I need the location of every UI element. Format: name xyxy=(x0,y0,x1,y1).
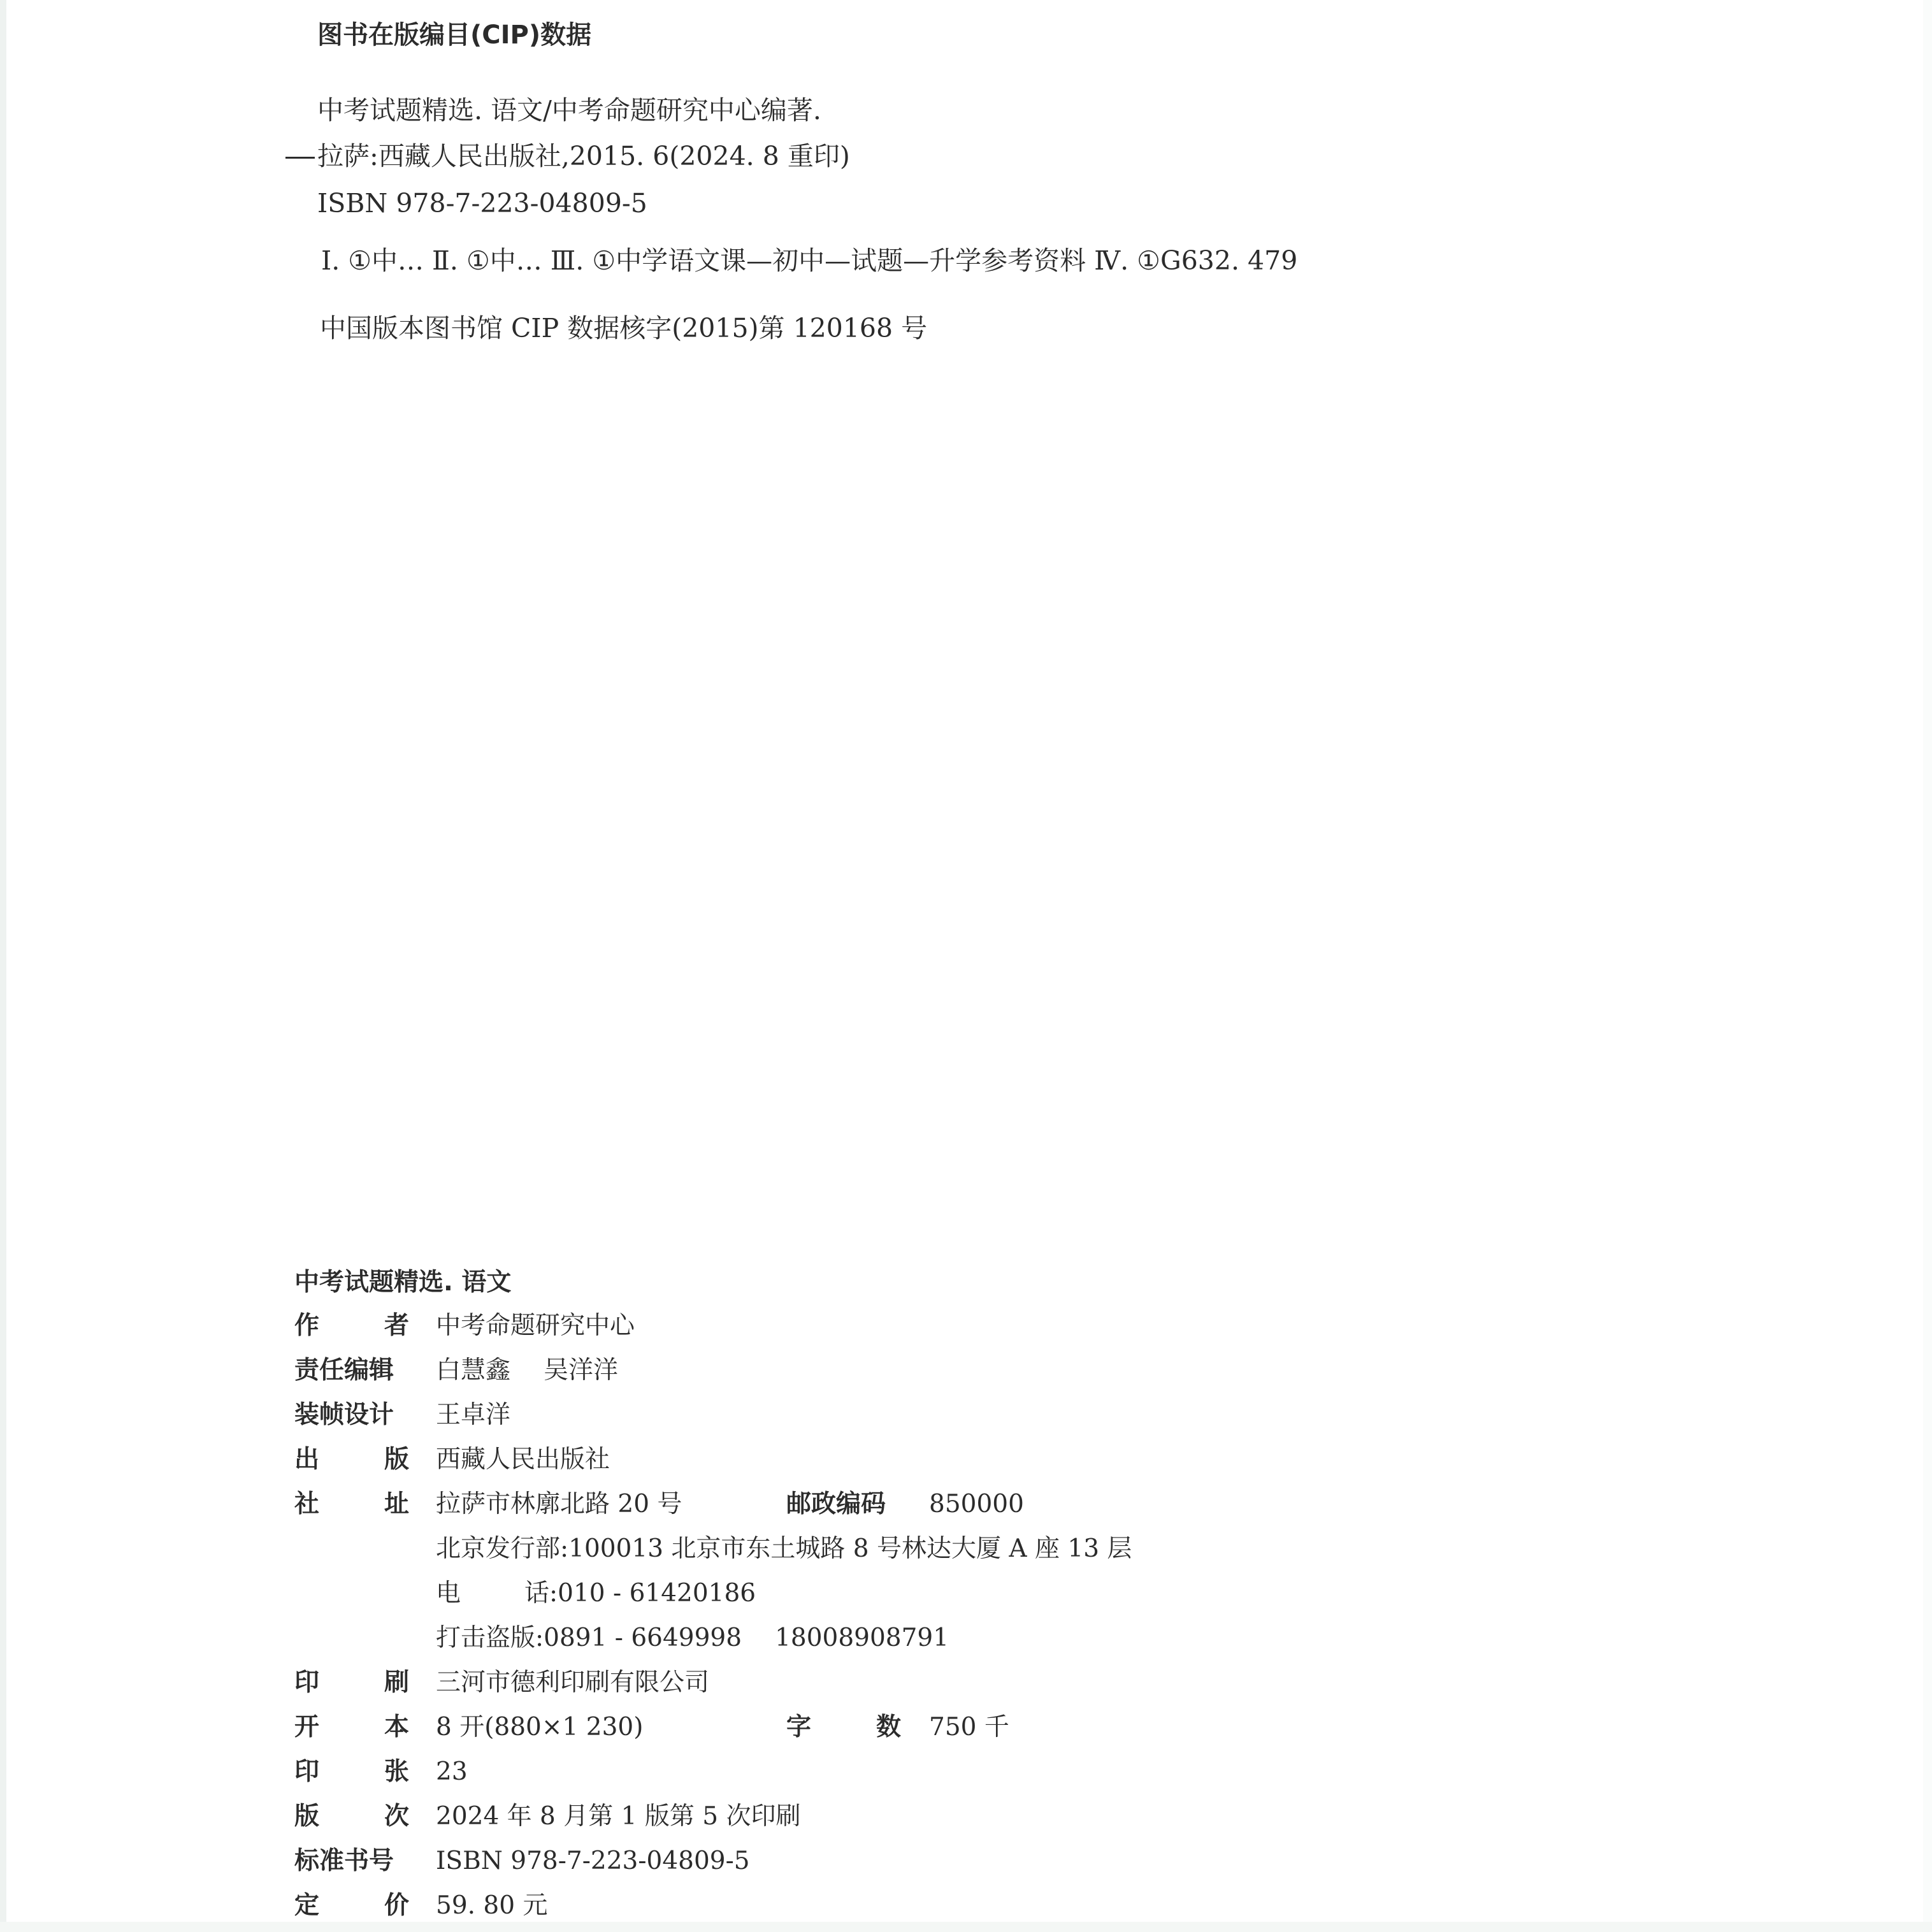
printer-label: 印 刷 xyxy=(294,1668,409,1697)
right-margin-strip xyxy=(1923,0,1932,1932)
publisher-value: 西藏人民出版社 xyxy=(436,1445,610,1474)
editor-value: 白慧鑫 吴洋洋 xyxy=(436,1356,619,1385)
cip-title: 图书在版编目(CIP)数据 xyxy=(317,20,592,50)
price-label: 定 价 xyxy=(294,1891,409,1920)
postcode-value: 850000 xyxy=(929,1490,1024,1518)
edition-label: 版 次 xyxy=(294,1802,409,1831)
cip-line-isbn: ISBN 978-7-223-04809-5 xyxy=(317,188,647,219)
cip-publisher-text: 拉萨:西藏人民出版社,2015. 6(2024. 8 重印) xyxy=(317,141,850,171)
isbn-label: 标准书号 xyxy=(294,1847,394,1875)
designer-label: 装帧设计 xyxy=(294,1401,394,1429)
format-label: 开 本 xyxy=(294,1713,409,1741)
left-margin-strip xyxy=(0,0,6,1932)
author-value: 中考命题研究中心 xyxy=(436,1311,635,1340)
beijing-office: 北京发行部:100013 北京市东土城路 8 号林达大厦 A 座 13 层 xyxy=(436,1534,1132,1563)
designer-value: 王卓洋 xyxy=(436,1401,511,1429)
isbn-value: ISBN 978-7-223-04809-5 xyxy=(436,1847,750,1875)
cip-dash xyxy=(285,140,315,172)
word-count-label: 字 数 xyxy=(786,1713,901,1741)
postcode-label: 邮政编码 xyxy=(786,1490,886,1518)
cip-line-title-author: 中考试题精选. 语文/中考命题研究中心编著. xyxy=(317,95,821,126)
edition-value: 2024 年 8 月第 1 版第 5 次印刷 xyxy=(436,1802,801,1831)
address-value: 拉萨市林廓北路 20 号 xyxy=(436,1490,682,1518)
address-label: 社 址 xyxy=(294,1490,409,1518)
cip-line-approval: 中国版本图书馆 CIP 数据核字(2015)第 120168 号 xyxy=(320,313,928,343)
anti-piracy-line: 打击盗版:0891 - 6649998 18008908791 xyxy=(436,1624,949,1652)
format-value: 8 开(880×1 230) xyxy=(436,1713,644,1741)
printer-value: 三河市德利印刷有限公司 xyxy=(436,1668,710,1697)
bottom-margin-strip xyxy=(0,1922,1932,1932)
publisher-label: 出 版 xyxy=(294,1445,409,1474)
editor-label: 责任编辑 xyxy=(294,1356,394,1385)
sheets-value: 23 xyxy=(436,1757,468,1786)
sheets-label: 印 张 xyxy=(294,1757,409,1786)
word-count-value: 750 千 xyxy=(929,1713,1009,1741)
phone-line: 电 话:010 - 61420186 xyxy=(436,1579,756,1608)
author-label: 作 者 xyxy=(294,1311,409,1340)
book-title: 中考试题精选. 语文 xyxy=(294,1268,512,1297)
cip-line-publisher xyxy=(317,140,850,172)
price-value: 59. 80 元 xyxy=(436,1891,548,1920)
cip-line-classification: Ⅰ. ①中… Ⅱ. ①中… Ⅲ. ①中学语文课—初中—试题—升学参考资料 Ⅳ. ①G632. 479 xyxy=(321,245,1298,276)
